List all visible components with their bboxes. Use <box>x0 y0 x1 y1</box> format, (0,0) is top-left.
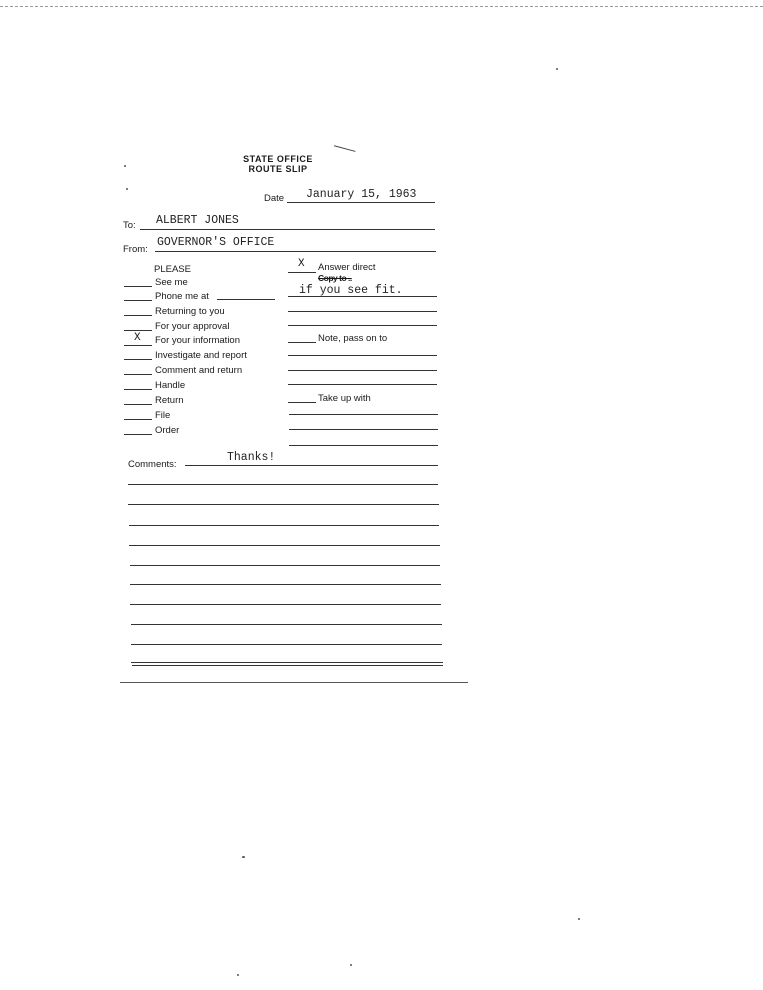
form-title-line1: STATE OFFICE <box>243 154 313 164</box>
checkbox-approval <box>124 330 152 331</box>
comment-line <box>129 525 439 526</box>
to-rule <box>140 229 435 230</box>
checkbox-phone-me <box>124 300 152 301</box>
comment-line <box>132 665 443 666</box>
item-comment-return: Comment and return <box>155 365 243 376</box>
answer-direct-check-mark: X <box>298 258 305 270</box>
slip-bottom-edge <box>120 682 468 683</box>
from-rule <box>155 251 436 252</box>
item-information: For your information <box>155 335 241 346</box>
right-blank-rule <box>288 355 437 356</box>
to-value: ALBERT JONES <box>156 214 239 227</box>
item-note-pass: Note, pass on to <box>318 333 388 344</box>
date-value: January 15, 1963 <box>306 188 417 201</box>
phone-number-rule <box>217 299 275 300</box>
struck-out-text-content: Copy to .. <box>318 273 352 283</box>
from-label: From: <box>123 244 148 255</box>
checkbox-file <box>124 419 152 420</box>
right-blank-rule <box>289 445 438 446</box>
item-return: Return <box>155 395 184 406</box>
scan-speck <box>350 964 352 966</box>
scan-speck <box>237 974 239 976</box>
form-title-line2: ROUTE SLIP <box>248 164 308 174</box>
comments-label: Comments: <box>128 459 177 470</box>
checkbox-take-up <box>288 402 316 403</box>
right-blank-rule <box>288 370 437 371</box>
date-label: Date <box>264 193 285 204</box>
checkbox-note-pass <box>288 342 316 343</box>
item-approval: For your approval <box>155 321 230 332</box>
item-investigate: Investigate and report <box>155 350 247 361</box>
right-blank-rule <box>288 325 437 326</box>
to-label: To: <box>123 220 136 231</box>
right-blank-rule <box>288 384 437 385</box>
item-order: Order <box>155 425 180 436</box>
information-check-mark: X <box>134 332 141 344</box>
comment-line <box>130 604 441 605</box>
right-blank-rule <box>289 414 438 415</box>
date-rule <box>287 202 435 203</box>
comment-line <box>130 584 441 585</box>
answer-note: if you see fit. <box>299 284 403 297</box>
scan-speck <box>242 856 245 858</box>
checkbox-return <box>124 404 152 405</box>
checkbox-handle <box>124 389 152 390</box>
checkbox-investigate <box>124 359 152 360</box>
from-value: GOVERNOR'S OFFICE <box>157 236 275 249</box>
comment-line <box>131 644 442 645</box>
comments-value: Thanks! <box>227 451 276 464</box>
comment-line <box>129 545 440 546</box>
comment-line <box>131 662 443 663</box>
item-phone-me: Phone me at <box>155 291 209 302</box>
scan-speck <box>578 918 580 920</box>
item-handle: Handle <box>155 380 186 391</box>
struck-out-text <box>318 273 352 283</box>
right-blank-rule <box>288 311 437 312</box>
page-top-edge <box>0 0 763 7</box>
checkbox-returning <box>124 315 152 316</box>
answer-note-rule <box>288 296 437 297</box>
checkbox-order <box>124 434 152 435</box>
scan-speck <box>126 188 128 190</box>
checkbox-see-me <box>124 286 152 287</box>
checkbox-answer-direct <box>288 272 316 273</box>
please-label: PLEASE <box>154 264 191 275</box>
item-take-up: Take up with <box>318 393 371 404</box>
item-file: File <box>155 410 171 421</box>
scan-speck <box>556 68 558 70</box>
form-title <box>208 154 348 174</box>
scan-speck <box>124 165 126 167</box>
comment-line <box>131 624 442 625</box>
right-blank-rule <box>289 429 438 430</box>
comment-line <box>128 504 439 505</box>
comment-line <box>128 484 438 485</box>
checkbox-comment-return <box>124 374 152 375</box>
item-returning: Returning to you <box>155 306 225 317</box>
item-answer-direct: Answer direct <box>318 262 376 273</box>
checkbox-information <box>124 345 152 346</box>
comment-line <box>130 565 440 566</box>
item-see-me: See me <box>155 277 188 288</box>
comments-rule <box>185 465 438 466</box>
